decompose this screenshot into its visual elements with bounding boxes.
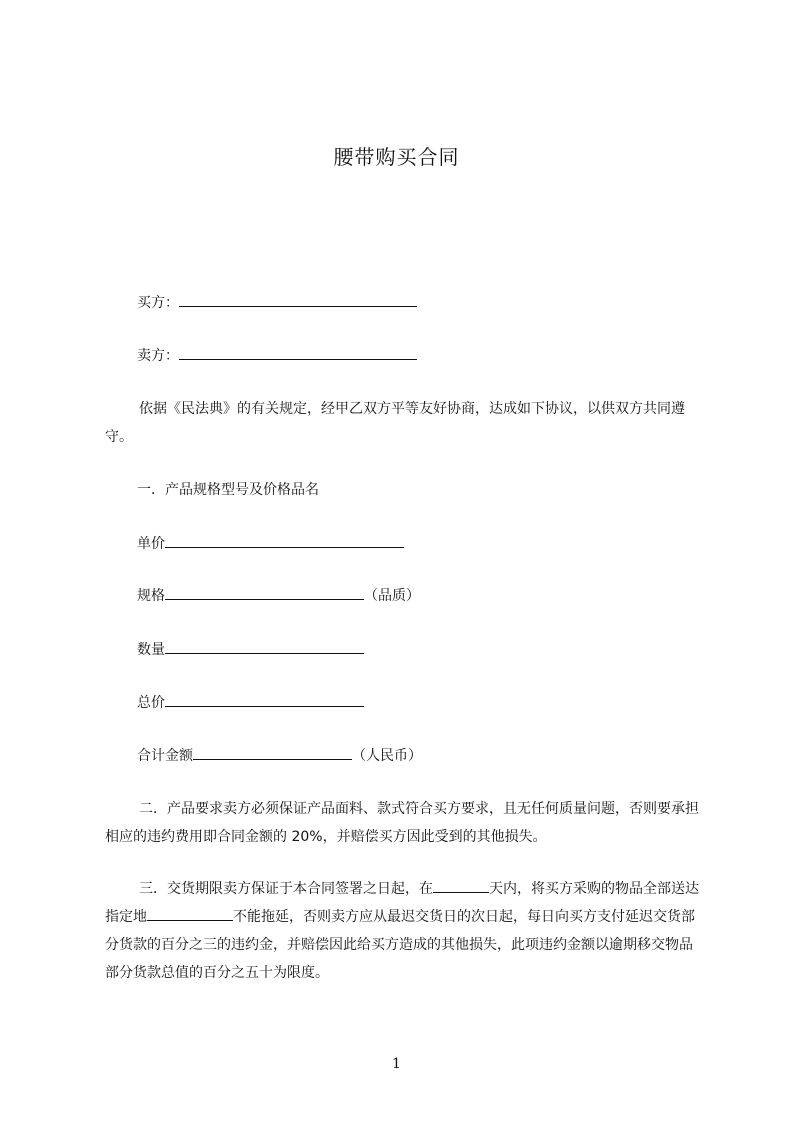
quantity-blank[interactable] — [165, 639, 364, 654]
spec-blank[interactable] — [165, 585, 364, 600]
buyer-line — [137, 292, 417, 313]
total-price-line — [137, 692, 364, 713]
intro-paragraph: 依据《民法典》的有关规定，经甲乙双方平等友好协商，达成如下协议，以供双方共同遵守。 — [105, 401, 685, 445]
seller-line — [137, 345, 417, 366]
total-price-label: 总价 — [137, 695, 165, 711]
seller-label: 卖方： — [137, 348, 179, 364]
spec-line — [137, 585, 420, 606]
section-3-text-1: 三．交货期限卖方保证于本合同签署之日起，在 — [139, 881, 433, 897]
unit-price-blank[interactable] — [165, 533, 404, 548]
section-2-paragraph: 二．产品要求卖方必须保证产品面料、款式符合买方要求，且无任何质量问题，否则要承担相应的违约费用即合同金额的 20%，并赔偿买方因此受到的其他损失。 — [105, 801, 699, 845]
total-price-blank[interactable] — [165, 692, 364, 707]
page-number: 1 — [392, 1056, 401, 1072]
total-amount-line — [137, 745, 422, 766]
section-3-text-3: 不能拖延，否则卖方应从最迟交货日的次日起，每日向买方支付延迟交货部分货款的百分之三的违约金，并赔偿因此给买方造成的其他损失，此项违约金额以逾期移交物品部分货款总值的百分之五十为限度。 — [105, 909, 695, 981]
section-3-paragraph — [105, 875, 705, 987]
section-3-text-2: 天内，将买方采购的物品全部送达指定地 — [105, 881, 699, 925]
quantity-label: 数量 — [137, 642, 165, 658]
unit-price-line — [137, 533, 404, 554]
delivery-days-blank[interactable] — [433, 878, 489, 893]
spec-label: 规格 — [137, 588, 165, 604]
section-1-heading: 一．产品规格型号及价格品名 — [137, 482, 319, 498]
total-amount-label: 合计金额 — [137, 748, 193, 764]
unit-price-label: 单价 — [137, 536, 165, 552]
total-amount-suffix: （人民币） — [352, 748, 422, 764]
spec-suffix: （品质） — [364, 588, 420, 604]
document-title: 腰带购买合同 — [333, 145, 460, 169]
seller-blank[interactable] — [179, 345, 417, 360]
total-amount-blank[interactable] — [193, 745, 352, 760]
buyer-label: 买方： — [137, 295, 179, 311]
buyer-blank[interactable] — [179, 292, 417, 307]
quantity-line — [137, 639, 364, 660]
delivery-location-blank[interactable] — [147, 906, 233, 921]
